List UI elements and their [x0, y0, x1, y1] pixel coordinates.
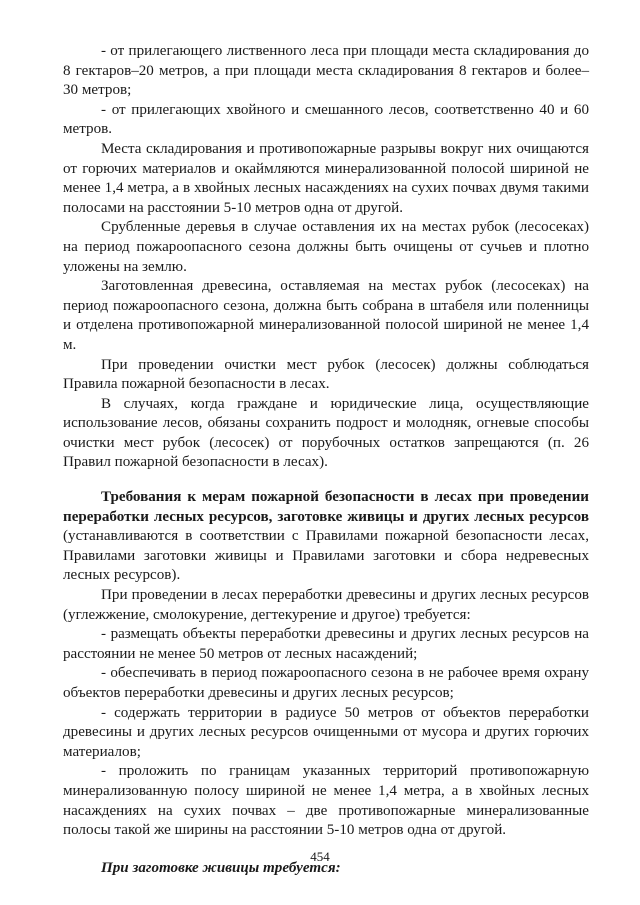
- page-body: [63, 42, 589, 878]
- requirement-item: - проложить по границам указанных территорий противопожарную минерализованную полосу шириной не менее 1,4 метра, а в хвойных лесных насаждениях на сухих почвах – две противопожарные минерализованные полосы такой же ширины на расстоянии 5-10 метров одна от другой.: [63, 763, 589, 839]
- paragraph-cleaning-rules: При проведении очистки мест рубок (лесосек) должны соблюдаться Правила пожарной безопасности в лесах.: [63, 356, 589, 393]
- paragraph-harvested-wood: Заготовленная древесина, оставляемая на местах рубок (лесосеках) на период пожароопасного сезона, должна быть собрана в штабеля или поленницы и отделена противопожарной минерализованной полосой шириной не менее 1,4 м.: [63, 278, 589, 353]
- paragraph-fire-methods-ban: В случаях, когда граждане и юридические лица, осуществляющие использование лесов, обязаны сохранить подрост и молодняк, огневые способы очистки мест рубок (лесосек) от порубочных остатков запрещаются (п. 26 Правил пожарной безопасности в лесах).: [63, 395, 589, 471]
- paragraph-leaf-forest-distance: - от прилегающего лиственного леса при площади места складирования до 8 гектаров–20 метров, а при площади места складирования 8 гектаров и более–30 метров;: [63, 43, 589, 99]
- section-heading-paragraph: [63, 488, 589, 586]
- paragraph-felled-trees: Срубленные деревья в случае оставления их на местах рубок (лесосеках) на период пожароопасного сезона должны быть очищены от сучьев и плотно уложены на землю.: [63, 219, 589, 275]
- page-number: 454: [310, 849, 330, 864]
- section-heading-note: (устанавливаются в соответствии с Правилами пожарной безопасности лесах, Правилами заготовки живицы и Правилами заготовки и сбора недревесных лесных ресурсов).: [63, 528, 589, 584]
- resin-subheading: При заготовке живицы требуется:: [101, 859, 341, 876]
- requirements-intro: При проведении в лесах переработки древесины и других лесных ресурсов (углежжение, смолокурение, дегтекурение и другое) требуется:: [63, 587, 589, 623]
- paragraph-storage-clearing: Места складирования и противопожарные разрывы вокруг них очищаются от горючих материалов и окаймляются минерализованной полосой шириной не менее 1,4 метра, а в хвойных лесных насаждениях на сухих почвах двумя такими полосами на расстоянии 5-10 метров одна от другой.: [63, 140, 589, 216]
- requirement-item: - содержать территории в радиусе 50 метров от объектов переработки древесины и других лесных ресурсов очищенными от мусора и других горючих материалов;: [63, 704, 589, 760]
- requirement-item: - обеспечивать в период пожароопасного сезона в не рабочее время охрану объектов переработки древесины и других лесных ресурсов;: [63, 665, 589, 701]
- requirement-item: - размещать объекты переработки древесины и других лесных ресурсов на расстоянии не менее 50 метров от лесных насаждений;: [63, 626, 589, 662]
- section-heading: Требования к мерам пожарной безопасности в лесах при проведении переработки лесных ресурсов, заготовке живицы и других лесных ресурсов: [63, 489, 589, 525]
- paragraph-conifer-distance: - от прилегающих хвойного и смешанного лесов, соответственно 40 и 60 метров.: [63, 101, 589, 138]
